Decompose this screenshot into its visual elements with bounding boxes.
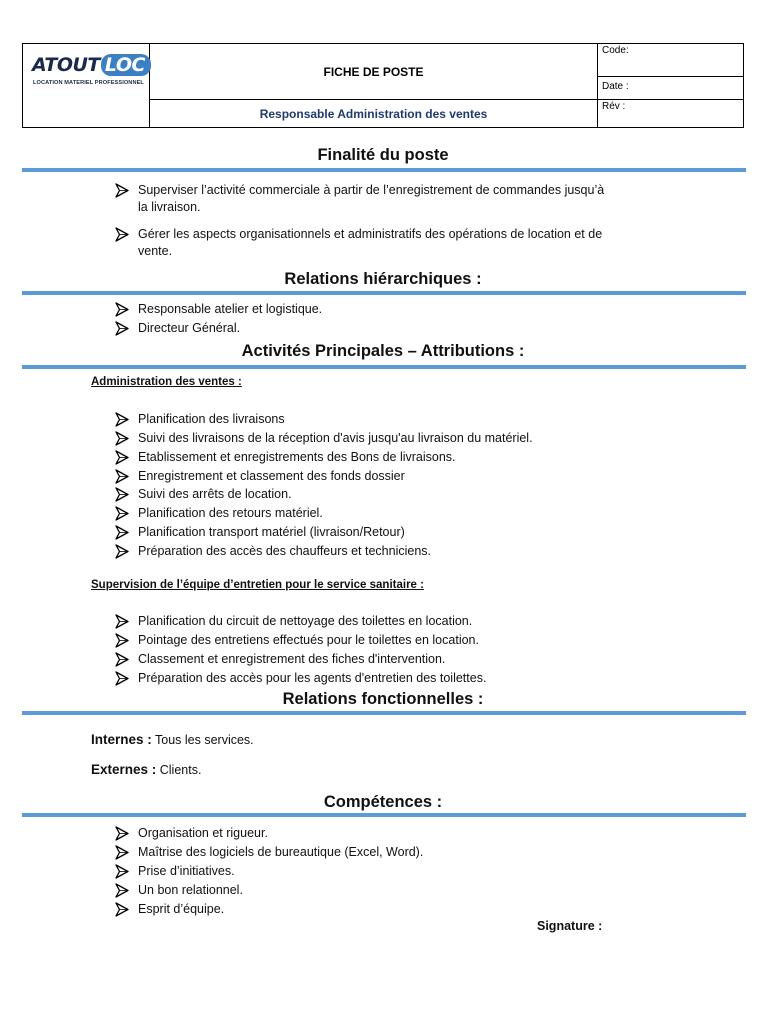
- list-item: Planification du circuit de nettoyage des toilettes en location.: [115, 613, 685, 630]
- arrow-bullet-icon: [115, 449, 129, 466]
- arrow-bullet-icon: [115, 524, 129, 541]
- arrow-bullet-icon: [115, 613, 129, 630]
- arrow-bullet-icon: [115, 825, 129, 842]
- subsection-title-administration: Administration des ventes :: [91, 376, 242, 388]
- document-title: FICHE DE POSTE: [150, 44, 598, 100]
- list-item: Gérer les aspects organisationnels et administratifs des opérations de location et de vente.: [115, 226, 685, 260]
- list-item: Suivi des livraisons de la réception d'avis jusqu'au livraison du matériel.: [115, 430, 685, 447]
- arrow-bullet-icon: [115, 901, 129, 918]
- document-header: [22, 43, 744, 128]
- date-field: Date :: [598, 77, 743, 100]
- company-logo: ATOUT LOC: [32, 54, 151, 76]
- section-title-relations-fonctionnelles: Relations fonctionnelles :: [282, 690, 484, 708]
- arrow-bullet-icon: [115, 543, 129, 560]
- list-item: Directeur Général.: [115, 320, 685, 337]
- arrow-bullet-icon: [115, 320, 129, 337]
- revision-field: Rév :: [602, 101, 626, 112]
- arrow-bullet-icon: [115, 670, 129, 687]
- section-title-activites: Activités Principales – Attributions :: [241, 342, 525, 360]
- section-divider: [22, 291, 746, 295]
- list-item: Un bon relationnel.: [115, 882, 685, 899]
- arrow-bullet-icon: [115, 301, 129, 318]
- list-item: Maîtrise des logiciels de bureautique (Excel, Word).: [115, 844, 685, 861]
- list-item: Superviser l’activité commerciale à partir de l’enregistrement de commandes jusqu’à la livraison.: [115, 182, 685, 216]
- arrow-bullet-icon: [115, 505, 129, 522]
- list-item: Prise d’initiatives.: [115, 863, 685, 880]
- list-item: Suivi des arrêts de location.: [115, 486, 685, 503]
- arrow-bullet-icon: [115, 226, 129, 243]
- external-relations: Externes : Clients.: [91, 762, 202, 777]
- section-divider: [22, 813, 746, 817]
- logo-cell: [23, 44, 150, 127]
- section-title-finalite: Finalité du poste: [317, 146, 449, 164]
- arrow-bullet-icon: [115, 411, 129, 428]
- logo-tagline: LOCATION MATERIEL PROFESSIONNEL: [33, 80, 144, 86]
- section-divider: [22, 365, 746, 369]
- arrow-bullet-icon: [115, 863, 129, 880]
- list-item: Pointage des entretiens effectués pour le toilettes en location.: [115, 632, 685, 649]
- signature-label: Signature :: [537, 919, 603, 933]
- internal-relations: Internes : Tous les services.: [91, 732, 254, 747]
- arrow-bullet-icon: [115, 632, 129, 649]
- section-title-relations-hierarchiques: Relations hiérarchiques :: [284, 270, 482, 288]
- arrow-bullet-icon: [115, 486, 129, 503]
- list-item: Classement et enregistrement des fiches d'intervention.: [115, 651, 685, 668]
- list-item: Enregistrement et classement des fonds dossier: [115, 468, 685, 485]
- arrow-bullet-icon: [115, 651, 129, 668]
- list-item: Organisation et rigueur.: [115, 825, 685, 842]
- subsection-title-supervision: Supervision de l’équipe d’entretien pour le service sanitaire :: [91, 579, 424, 591]
- section-divider: [22, 711, 746, 715]
- list-item: Planification des retours matériel.: [115, 505, 685, 522]
- section-divider: [22, 168, 746, 172]
- list-item: Préparation des accès des chauffeurs et techniciens.: [115, 543, 685, 560]
- list-item: Esprit d’équipe.: [115, 901, 685, 918]
- arrow-bullet-icon: [115, 182, 129, 199]
- list-item: Responsable atelier et logistique.: [115, 301, 685, 318]
- job-title: Responsable Administration des ventes: [150, 100, 598, 127]
- list-item: Etablissement et enregistrements des Bons de livraisons.: [115, 449, 685, 466]
- arrow-bullet-icon: [115, 882, 129, 899]
- arrow-bullet-icon: [115, 430, 129, 447]
- section-title-competences: Compétences :: [323, 793, 443, 811]
- list-item: Planification transport matériel (livraison/Retour): [115, 524, 685, 541]
- arrow-bullet-icon: [115, 468, 129, 485]
- arrow-bullet-icon: [115, 844, 129, 861]
- list-item: Préparation des accès pour les agents d'entretien des toilettes.: [115, 670, 685, 687]
- code-field: Code:: [598, 44, 743, 77]
- list-item: Planification des livraisons: [115, 411, 685, 428]
